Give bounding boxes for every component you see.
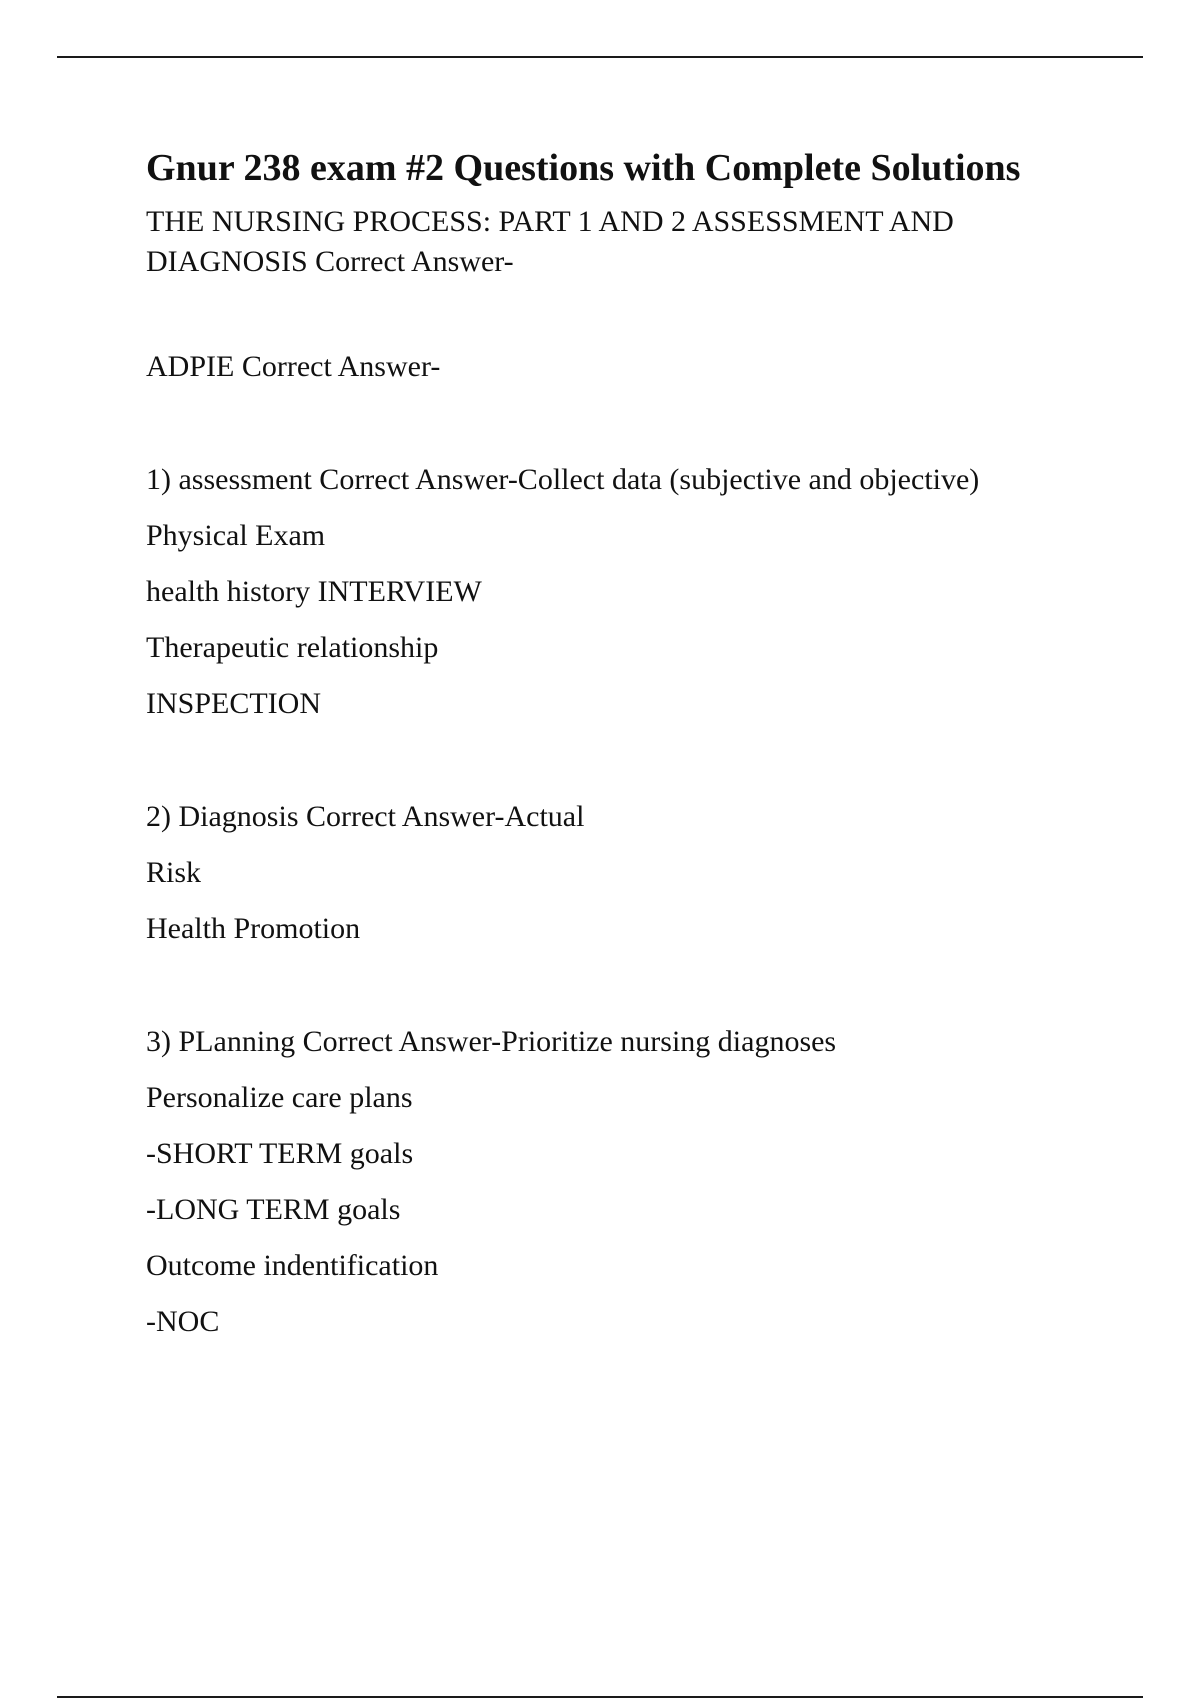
header-rule — [57, 56, 1143, 58]
planning-line: 3) PLanning Correct Answer-Prioritize nursing diagnoses — [146, 1025, 837, 1058]
intro-line: DIAGNOSIS Correct Answer- — [146, 245, 514, 278]
document-body — [146, 140, 1086, 1350]
planning-line: -SHORT TERM goals — [146, 1137, 414, 1170]
spacer — [146, 732, 1086, 789]
diagnosis-block — [146, 789, 1086, 957]
assessment-line: Physical Exam — [146, 519, 326, 552]
intro-block — [146, 202, 1086, 282]
assessment-line: Therapeutic relationship — [146, 631, 439, 664]
diagnosis-line: Health Promotion — [146, 912, 361, 945]
assessment-line: 1) assessment Correct Answer-Collect data (subjective and objective) — [146, 463, 980, 496]
assessment-line: INSPECTION — [146, 687, 322, 720]
spacer — [146, 957, 1086, 1014]
footer-rule — [57, 1696, 1143, 1698]
assessment-line: health history INTERVIEW — [146, 575, 482, 608]
document-title: Gnur 238 exam #2 Questions with Complete Solutions — [146, 147, 1021, 189]
spacer — [146, 282, 1086, 339]
intro-line: THE NURSING PROCESS: PART 1 AND 2 ASSESSMENT AND — [146, 205, 954, 238]
assessment-block — [146, 452, 1086, 732]
planning-block — [146, 1014, 1086, 1350]
planning-line: Outcome indentification — [146, 1249, 439, 1282]
diagnosis-line: 2) Diagnosis Correct Answer-Actual — [146, 800, 585, 833]
adpie-line: ADPIE Correct Answer- — [146, 350, 441, 383]
planning-line: Personalize care plans — [146, 1081, 413, 1114]
planning-line: -NOC — [146, 1305, 220, 1338]
diagnosis-line: Risk — [146, 856, 202, 889]
planning-line: -LONG TERM goals — [146, 1193, 401, 1226]
spacer — [146, 395, 1086, 452]
